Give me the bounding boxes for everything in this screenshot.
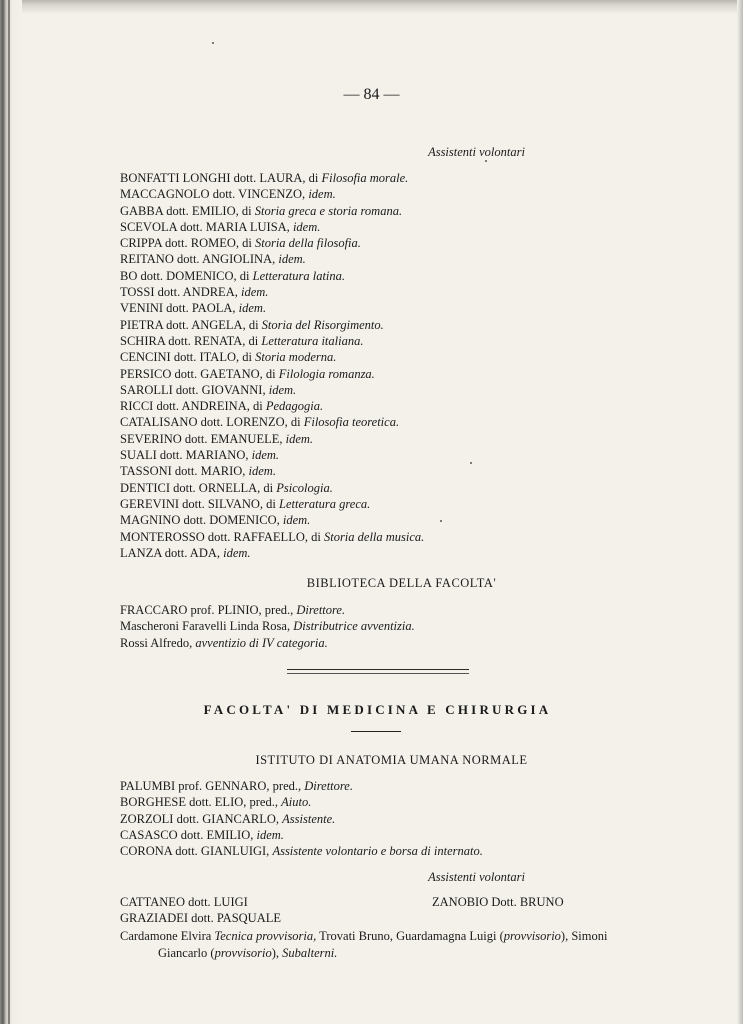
assistente-entry bbox=[120, 545, 424, 561]
entry-role: Letteratura greca. bbox=[279, 496, 371, 511]
assistente-entry bbox=[120, 414, 424, 430]
assistente-entry bbox=[120, 235, 424, 251]
entry-role: idem. bbox=[240, 285, 269, 300]
assistenti-volontari-heading: Assistenti volontari bbox=[428, 145, 525, 159]
istituto-entry bbox=[120, 811, 483, 827]
entry-name: GEREVINI dott. SILVANO, di bbox=[120, 496, 280, 511]
assistente-row-2: GRAZIADEI dott. PASQUALE bbox=[120, 911, 281, 925]
entry-role: idem. bbox=[248, 464, 276, 479]
entry-name: CRIPPA dott. ROMEO, di bbox=[120, 236, 255, 251]
istituto-entry bbox=[120, 827, 483, 843]
assistente-entry bbox=[120, 203, 424, 219]
entry-name: CENCINI dott. ITALO, di bbox=[120, 350, 256, 365]
entry-name: MONTEROSSO dott. RAFFAELLO, di bbox=[120, 529, 324, 544]
staff-text: Trovati Bruno, Guardamagna Luigi ( bbox=[316, 929, 504, 943]
page-top-edge bbox=[0, 0, 743, 14]
assistente-entry bbox=[120, 529, 424, 545]
entry-role: avventizio di IV categoria. bbox=[195, 635, 328, 650]
entry-role: Letteratura italiana. bbox=[261, 333, 364, 348]
assistenti-row-1 bbox=[120, 895, 640, 911]
entry-name: SCHIRA dott. RENATA, di bbox=[120, 333, 262, 348]
entry-role: Assistente. bbox=[282, 811, 336, 826]
assistente-entry bbox=[120, 431, 424, 447]
entry-name: Mascheroni Faravelli Linda Rosa, bbox=[120, 619, 294, 634]
assistente-entry bbox=[120, 512, 424, 528]
page-number: — 84 — bbox=[343, 86, 400, 103]
section-divider bbox=[287, 669, 469, 674]
entry-name: Rossi Alfredo, bbox=[120, 635, 196, 650]
entry-role: idem. bbox=[308, 187, 336, 202]
istituto-entry bbox=[120, 843, 483, 859]
assistente-left: CATTANEO dott. LUIGI bbox=[120, 895, 248, 909]
entry-role: Pedagogia. bbox=[265, 399, 324, 414]
entry-name: CORONA dott. GIANLUIGI, bbox=[120, 844, 273, 859]
entry-name: PIETRA dott. ANGELA, di bbox=[120, 317, 262, 332]
biblioteca-list bbox=[120, 602, 415, 651]
entry-name: SEVERINO dott. EMANUELE, bbox=[120, 431, 286, 446]
entry-role: Direttore. bbox=[296, 603, 346, 617]
paper-speck bbox=[212, 42, 214, 44]
entry-name: SCEVOLA dott. MARIA LUISA, bbox=[120, 219, 293, 234]
entry-role: Storia della musica. bbox=[323, 529, 425, 544]
entry-role: Letteratura latina. bbox=[252, 268, 346, 283]
entry-name: ZORZOLI dott. GIANCARLO, bbox=[120, 811, 283, 826]
paper-speck bbox=[485, 160, 487, 162]
entry-name: TOSSI dott. ANDREA, bbox=[120, 285, 241, 300]
assistente-entry bbox=[120, 170, 424, 186]
entry-name: MACCAGNOLO dott. VINCENZO, bbox=[120, 187, 309, 202]
assistente-entry bbox=[120, 333, 424, 349]
entry-role: Assistente volontario e borsa di internato. bbox=[272, 844, 483, 859]
entry-role: idem. bbox=[278, 252, 306, 267]
binding-line bbox=[8, 0, 10, 1024]
assistente-entry bbox=[120, 268, 424, 284]
entry-role: idem. bbox=[238, 301, 267, 316]
entry-name: PERSICO dott. GAETANO, di bbox=[120, 366, 279, 381]
biblioteca-entry bbox=[120, 635, 415, 651]
entry-name: CATALISANO dott. LORENZO, di bbox=[120, 415, 304, 430]
assistente-right: ZANOBIO Dott. BRUNO bbox=[432, 895, 564, 909]
assistente-entry bbox=[120, 382, 424, 398]
entry-role: Aiuto. bbox=[281, 795, 312, 810]
entry-name: TASSONI dott. MARIO, bbox=[120, 464, 249, 479]
paper-speck bbox=[440, 520, 442, 522]
staff-role: Tecnica provvisoria, bbox=[214, 929, 317, 943]
entry-role: Filosofia morale. bbox=[321, 171, 409, 185]
entry-name: MAGNINO dott. DOMENICO, bbox=[120, 513, 283, 528]
istituto-entry bbox=[120, 778, 483, 794]
entry-role: idem. bbox=[285, 431, 314, 446]
entry-role: Direttore. bbox=[304, 779, 353, 793]
staff-text: Giancarlo ( bbox=[158, 946, 215, 960]
entry-name: VENINI dott. PAOLA, bbox=[120, 301, 239, 316]
paper-speck bbox=[470, 462, 472, 464]
entry-name: GABBA dott. EMILIO, di bbox=[120, 203, 255, 218]
entry-role: Psicologia. bbox=[276, 480, 333, 495]
staff-text: ), bbox=[271, 946, 283, 960]
entry-name: BORGHESE dott. ELIO, pred., bbox=[120, 795, 282, 810]
istituto-list bbox=[120, 778, 483, 859]
entry-name: CASASCO dott. EMILIO, bbox=[120, 827, 257, 842]
biblioteca-entry bbox=[120, 618, 415, 634]
subalterni-paragraph bbox=[120, 928, 672, 962]
entry-name: RICCI dott. ANDREINA, di bbox=[120, 399, 266, 414]
entry-role: Distributrice avventizia. bbox=[293, 619, 415, 634]
assistente-entry bbox=[120, 463, 424, 479]
assistenti-volontari-heading-2: Assistenti volontari bbox=[428, 870, 525, 884]
faculty-underline bbox=[351, 731, 401, 732]
istituto-entry bbox=[120, 794, 483, 810]
entry-role: idem. bbox=[223, 545, 251, 560]
assistente-entry bbox=[120, 300, 424, 316]
entry-role: Filologia romanza. bbox=[278, 366, 375, 381]
entry-name: LANZA dott. ADA, bbox=[120, 545, 224, 560]
assistente-entry bbox=[120, 186, 424, 202]
entry-name: BO dott. DOMENICO, di bbox=[120, 268, 253, 283]
entry-role: Storia greca e storia romana. bbox=[254, 203, 403, 218]
faculty-heading: FACOLTA' DI MEDICINA E CHIRURGIA bbox=[203, 702, 552, 717]
assistente-entry bbox=[120, 317, 424, 333]
entry-name: BONFATTI LONGHI dott. LAURA, di bbox=[120, 171, 322, 185]
biblioteca-entry bbox=[120, 602, 415, 618]
entry-name: PALUMBI prof. GENNARO, pred., bbox=[120, 779, 305, 793]
assistente-entry bbox=[120, 251, 424, 267]
staff-role: Subalterni. bbox=[282, 946, 338, 960]
entry-role: Storia del Risorgimento. bbox=[261, 317, 384, 332]
entry-role: idem. bbox=[292, 219, 321, 234]
entry-role: Filosofia teoretica. bbox=[303, 415, 400, 430]
assistente-entry bbox=[120, 366, 424, 382]
staff-role: provvisorio bbox=[503, 929, 561, 943]
book-binding bbox=[0, 0, 22, 1024]
entry-role: idem. bbox=[282, 513, 311, 528]
assistente-entry bbox=[120, 219, 424, 235]
entry-name: FRACCARO prof. PLINIO, pred., bbox=[120, 603, 297, 617]
subalterni-line-1 bbox=[120, 928, 672, 945]
staff-text: ), Simoni bbox=[560, 929, 608, 943]
entry-role: Storia della filosofia. bbox=[255, 236, 361, 251]
entry-role: idem. bbox=[268, 382, 297, 397]
assistente-entry bbox=[120, 398, 424, 414]
entry-role: Storia moderna. bbox=[255, 350, 337, 365]
assistenti-list bbox=[120, 170, 424, 561]
staff-role: provvisorio bbox=[214, 946, 272, 960]
entry-name: SAROLLI dott. GIOVANNI, bbox=[120, 382, 269, 397]
assistente-entry bbox=[120, 496, 424, 512]
subalterni-line-2 bbox=[120, 945, 672, 962]
assistente-entry bbox=[120, 349, 424, 365]
entry-role: idem. bbox=[251, 448, 280, 463]
assistente-entry bbox=[120, 447, 424, 463]
entry-name: DENTICI dott. ORNELLA, di bbox=[120, 480, 277, 495]
entry-name: SUALI dott. MARIANO, bbox=[120, 448, 252, 463]
staff-text: Cardamone Elvira bbox=[120, 929, 215, 943]
biblioteca-heading: BIBLIOTECA DELLA FACOLTA' bbox=[306, 576, 497, 590]
istituto-heading: ISTITUTO DI ANATOMIA UMANA NORMALE bbox=[255, 753, 528, 767]
entry-name: REITANO dott. ANGIOLINA, bbox=[120, 252, 279, 267]
entry-role: idem. bbox=[256, 827, 284, 842]
assistente-entry bbox=[120, 480, 424, 496]
assistente-entry bbox=[120, 284, 424, 300]
